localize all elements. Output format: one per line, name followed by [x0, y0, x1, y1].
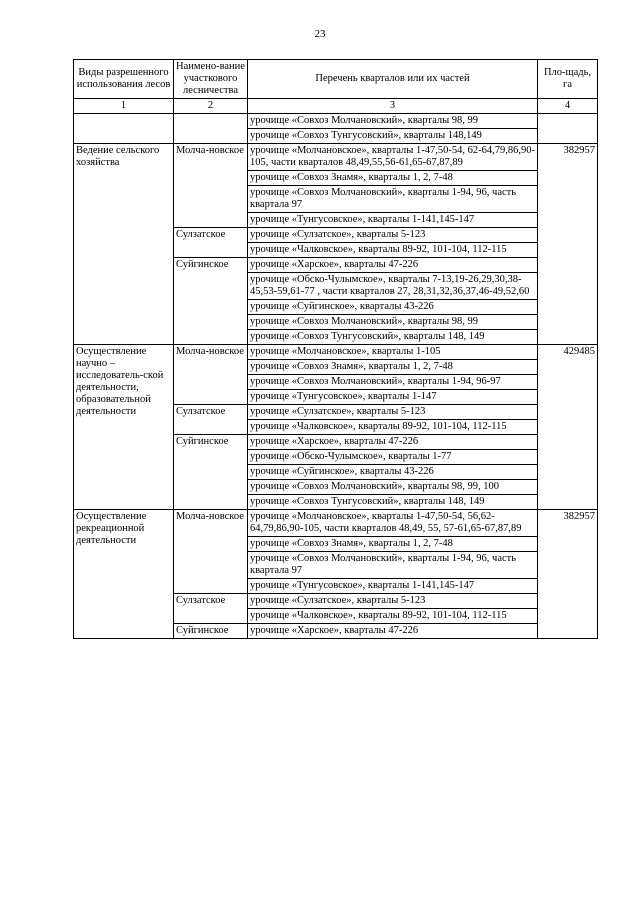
- forestry-name-cell: Суйгинское: [174, 624, 248, 639]
- quarter-item: урочище «Совхоз Молчановский», кварталы 98, 99: [248, 315, 538, 330]
- quarter-item: урочище «Молчановское», кварталы 1-47,50-54, 62-64,79,86,90-105, части кварталов 48,49,55,56-61,65-67,87,89: [248, 144, 538, 171]
- quarter-item: урочище «Совхоз Знамя», кварталы 1, 2, 7-48: [248, 171, 538, 186]
- quarter-item: урочище «Обско-Чулымское», кварталы 1-77: [248, 450, 538, 465]
- quarter-item: урочище «Совхоз Тунгусовский», кварталы 148, 149: [248, 495, 538, 510]
- quarter-item: урочище «Совхоз Молчановский», кварталы 98, 99, 100: [248, 480, 538, 495]
- forestry-name-cell: Сулзатское: [174, 405, 248, 435]
- area-cell: 429485: [538, 345, 598, 510]
- quarter-item: урочище «Тунгусовское», кварталы 1-141,145-147: [248, 579, 538, 594]
- column-number: 2: [174, 99, 248, 114]
- quarter-item: урочище «Суйгинское», кварталы 43-226: [248, 465, 538, 480]
- quarter-item: урочище «Совхоз Тунгусовский», кварталы 148, 149: [248, 330, 538, 345]
- quarter-item: урочище «Совхоз Знамя», кварталы 1, 2, 7-48: [248, 360, 538, 375]
- quarter-item: урочище «Молчановское», кварталы 1-47,50-54, 56,62-64,79,86,90-105, части кварталов 48,49, 55, 57-61,65-67,87,89: [248, 510, 538, 537]
- table-body: [74, 114, 598, 639]
- quarter-item: урочище «Харское», кварталы 47-226: [248, 624, 538, 639]
- quarter-item: урочище «Сулзатское», кварталы 5-123: [248, 405, 538, 420]
- quarter-item: урочище «Чалковское», кварталы 89-92, 101-104, 112-115: [248, 609, 538, 624]
- forestry-name-cell: Суйгинское: [174, 435, 248, 510]
- quarter-item: урочище «Совхоз Молчановский», кварталы 1-94, 96, часть квартала 97: [248, 186, 538, 213]
- header-use: Виды разрешенного использования лесов: [74, 60, 174, 99]
- area-cell: 382957: [538, 144, 598, 345]
- header-forestry: Наимено-вание участкового лесничества: [174, 60, 248, 99]
- forestry-name-cell: Суйгинское: [174, 258, 248, 345]
- empty-forestry-cell: [174, 114, 248, 144]
- forestry-name-cell: Молча-новское: [174, 144, 248, 228]
- quarter-item: урочище «Совхоз Тунгусовский», кварталы 148,149: [248, 129, 538, 144]
- forestry-name-cell: Молча-новское: [174, 345, 248, 405]
- header-area: Пло-щадь, га: [538, 60, 598, 99]
- table-row: [74, 114, 598, 129]
- area-cell: 382957: [538, 510, 598, 639]
- quarter-item: урочище «Харское», кварталы 47-226: [248, 258, 538, 273]
- quarter-item: урочище «Харское», кварталы 47-226: [248, 435, 538, 450]
- forest-use-table: [73, 59, 598, 639]
- column-number-row: [74, 99, 598, 114]
- column-number: 1: [74, 99, 174, 114]
- column-number: 4: [538, 99, 598, 114]
- quarter-item: урочище «Сулзатское», кварталы 5-123: [248, 228, 538, 243]
- header-quarters: Перечень кварталов или их частей: [248, 60, 538, 99]
- use-type-cell: Осуществление рекреационной деятельности: [74, 510, 174, 639]
- quarter-item: урочище «Чалковское», кварталы 89-92, 101-104, 112-115: [248, 243, 538, 258]
- use-type-cell: Ведение сельского хозяйства: [74, 144, 174, 345]
- table-row: [74, 345, 598, 360]
- header-row: [74, 60, 598, 99]
- quarter-item: урочище «Суйгинское», кварталы 43-226: [248, 300, 538, 315]
- quarter-item: урочище «Совхоз Молчановский», кварталы 1-94, 96-97: [248, 375, 538, 390]
- quarter-item: урочище «Совхоз Молчановский», кварталы 1-94, 96, часть квартала 97: [248, 552, 538, 579]
- table-row: [74, 144, 598, 171]
- forestry-name-cell: Сулзатское: [174, 228, 248, 258]
- quarter-item: урочище «Совхоз Молчановский», кварталы 98, 99: [248, 114, 538, 129]
- forestry-name-cell: Сулзатское: [174, 594, 248, 624]
- quarter-item: урочище «Тунгусовское», кварталы 1-147: [248, 390, 538, 405]
- column-number: 3: [248, 99, 538, 114]
- quarter-item: урочище «Чалковское», кварталы 89-92, 101-104, 112-115: [248, 420, 538, 435]
- table-row: [74, 510, 598, 537]
- quarter-item: урочище «Тунгусовское», кварталы 1-141,145-147: [248, 213, 538, 228]
- empty-area-cell: [538, 114, 598, 144]
- quarter-item: урочище «Молчановское», кварталы 1-105: [248, 345, 538, 360]
- use-type-cell: Осуществление научно – исследователь-ской деятельности, образовательной деятельности: [74, 345, 174, 510]
- page-number: 23: [314, 28, 326, 40]
- quarter-item: урочище «Сулзатское», кварталы 5-123: [248, 594, 538, 609]
- quarter-item: урочище «Совхоз Знамя», кварталы 1, 2, 7-48: [248, 537, 538, 552]
- quarter-item: урочище «Обско-Чулымское», кварталы 7-13,19-26,29,30,38-45,53-59,61-77 , части кварталов 27, 28,31,32,36,37,46-49,52,60: [248, 273, 538, 300]
- empty-use-cell: [74, 114, 174, 144]
- forestry-name-cell: Молча-новское: [174, 510, 248, 594]
